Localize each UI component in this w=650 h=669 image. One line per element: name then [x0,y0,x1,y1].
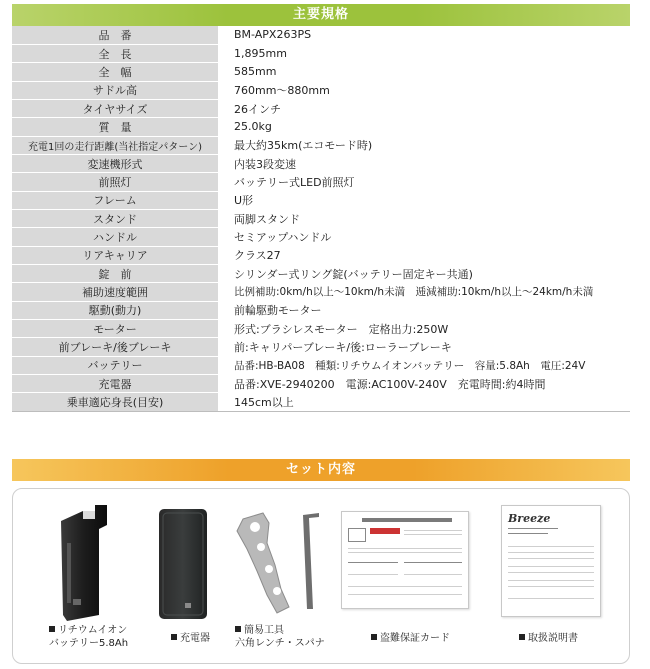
spec-value: 145cm以上 [218,393,630,411]
spec-label: バッテリー [12,356,218,374]
spec-label: タイヤサイズ [12,99,218,117]
spec-value: 両脚スタンド [218,209,630,227]
spec-label: 変速機形式 [12,154,218,172]
spec-row [12,283,630,301]
spec-label: モーター [12,320,218,338]
set-item-warranty-caption: 盗難保証カード [371,632,450,645]
spec-label: 前照灯 [12,173,218,191]
bullet-square-icon [171,634,177,640]
bullet-square-icon [235,626,241,632]
manual-image [501,505,601,617]
specs-heading: 主要規格 [12,4,630,26]
bullet-square-icon [371,634,377,640]
spec-value: 品番:XVE-2940200 電源:AC100V-240V 充電時間:約4時間 [218,375,630,393]
spec-row [12,338,630,356]
set-contents-box [12,488,630,664]
spec-row [12,26,630,44]
spec-value: 内装3段変速 [218,154,630,172]
spec-value: 1,895mm [218,44,630,62]
spec-value: 最大約35km(エコモード時) [218,136,630,154]
set-item-warranty-card [335,489,475,665]
spec-label: 錠 前 [12,264,218,282]
set-item-tools-caption: 簡易工具 六角レンチ・スパナ [235,625,325,649]
spec-label: 補助速度範囲 [12,283,218,301]
spec-row [12,375,630,393]
spec-value: セミアップハンドル [218,228,630,246]
spec-value: 760mm〜880mm [218,81,630,99]
spec-row [12,301,630,319]
spec-value: 前:キャリパーブレーキ/後:ローラーブレーキ [218,338,630,356]
spec-label: サドル高 [12,81,218,99]
spec-label: スタンド [12,209,218,227]
spec-row [12,246,630,264]
set-item-manual-caption: 取扱説明書 [519,632,578,645]
set-item-tools [223,489,343,665]
spec-value: 形式:ブラシレスモーター 定格出力:250W [218,320,630,338]
set-item-battery-caption: リチウムイオン バッテリー5.8Ah [49,625,129,649]
spec-label: 全 長 [12,44,218,62]
spec-label: 充電1回の走行距離(当社指定パターン) [12,136,218,154]
spec-label: 充電器 [12,375,218,393]
spec-value: 585mm [218,63,630,81]
spec-row [12,154,630,172]
spec-row [12,118,630,136]
bullet-square-icon [49,626,55,632]
set-item-manual [487,489,627,665]
spec-row [12,356,630,374]
spec-row [12,191,630,209]
spec-label: 全 幅 [12,63,218,81]
spec-row [12,63,630,81]
warranty-card-image [341,511,469,609]
specs-table [12,26,630,412]
spec-label: 乗車適応身長(目安) [12,393,218,411]
spec-row [12,136,630,154]
spec-value: 26インチ [218,99,630,117]
spec-value: 品番:HB-BA08 種類:リチウムイオンバッテリー 容量:5.8Ah 電圧:24V [218,356,630,374]
spec-value: 前輪駆動モーター [218,301,630,319]
spec-label: リアキャリア [12,246,218,264]
spec-row [12,173,630,191]
spec-value: シリンダー式リング錠(バッテリー固定キー共通) [218,264,630,282]
spec-label: 駆動(動力) [12,301,218,319]
spec-value: バッテリー式LED前照灯 [218,173,630,191]
set-heading: セット内容 [12,459,630,481]
spec-row [12,209,630,227]
spec-row [12,393,630,411]
battery-image [53,503,113,623]
hex-key-image [303,513,319,609]
spec-row [12,320,630,338]
spec-value: 25.0kg [218,118,630,136]
manual-brand-text: Breeze [508,512,551,525]
spec-value: 比例補助:0km/h以上〜10km/h未満 逓減補助:10km/h以上〜24km/h未満 [218,283,630,301]
spec-label: フレーム [12,191,218,209]
wrench-image [233,509,333,619]
spec-row [12,228,630,246]
bullet-square-icon [519,634,525,640]
charger-image [153,505,213,623]
spec-row [12,81,630,99]
spec-label: 前ブレーキ/後ブレーキ [12,338,218,356]
spec-row [12,99,630,117]
spec-value: U形 [218,191,630,209]
spec-label: 品 番 [12,26,218,44]
spec-label: 質 量 [12,118,218,136]
spec-label: ハンドル [12,228,218,246]
spec-row [12,264,630,282]
spec-value: クラス27 [218,246,630,264]
spec-value: BM-APX263PS [218,26,630,44]
set-item-charger-caption: 充電器 [171,632,210,645]
spec-row [12,44,630,62]
set-item-battery [13,489,133,665]
